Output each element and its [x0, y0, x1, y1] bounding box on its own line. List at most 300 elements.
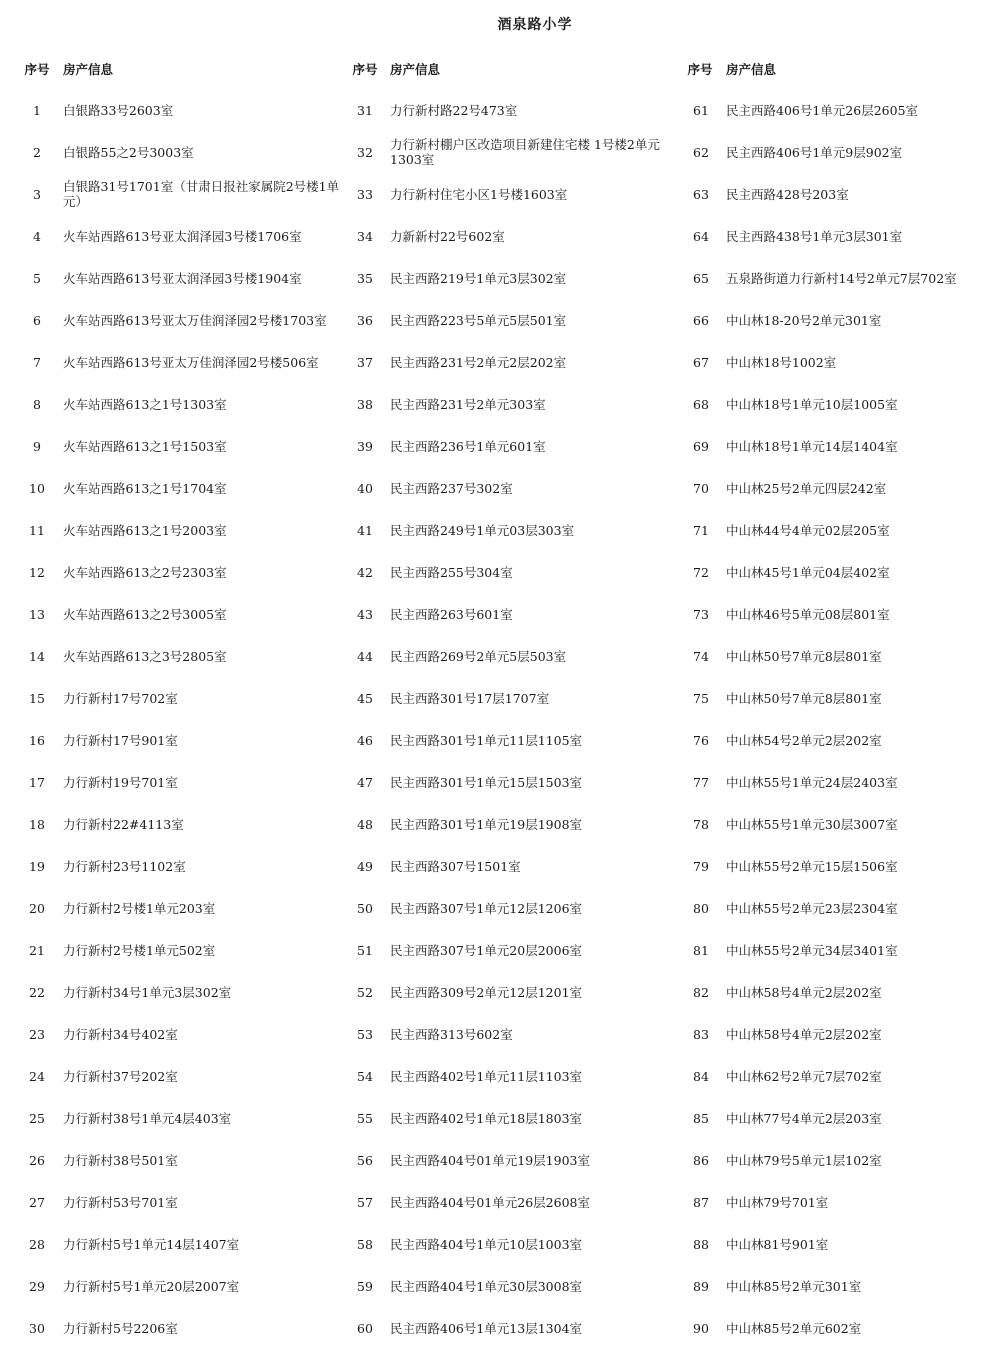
- property-info-cell: [63, 1265, 341, 1307]
- property-info-cell: [726, 215, 979, 257]
- property-info: 民主西路404号1单元10层1003室: [390, 1236, 583, 1252]
- row-number: 78: [693, 816, 709, 832]
- property-info-cell: [726, 1307, 979, 1349]
- property-info-cell: [63, 89, 341, 131]
- property-info-cell: [63, 1139, 341, 1181]
- property-info-cell: [390, 1013, 678, 1055]
- property-info-cell: [726, 719, 979, 761]
- property-info: 民主西路231号2单元2层202室: [390, 354, 567, 370]
- table-row: [0, 971, 345, 1013]
- property-info: 白银路33号2603室: [63, 102, 174, 118]
- property-info: 火车站西路613之2号3005室: [63, 606, 227, 622]
- row-number: 1: [33, 102, 41, 118]
- property-info-cell: [726, 425, 979, 467]
- property-info-cell: [390, 761, 678, 803]
- property-info: 力行新村19号701室: [63, 774, 178, 790]
- row-number: 70: [693, 480, 709, 496]
- table-row: [0, 887, 345, 929]
- property-info-cell: [63, 173, 341, 215]
- row-number: 29: [29, 1278, 45, 1294]
- property-info: 中山林85号2单元602室: [726, 1320, 862, 1336]
- property-info: 中山林55号2单元15层1506室: [726, 858, 898, 874]
- row-number: 2: [33, 144, 41, 160]
- property-info-cell: [63, 1013, 341, 1055]
- table-row: [345, 551, 680, 593]
- table-row: [345, 131, 680, 173]
- property-info-cell: [390, 971, 678, 1013]
- property-info-cell: [390, 299, 678, 341]
- property-info: 火车站西路613之3号2805室: [63, 648, 227, 664]
- table-row: [0, 425, 345, 467]
- row-number: 15: [29, 690, 45, 706]
- row-number: 14: [29, 648, 45, 664]
- row-number: 17: [29, 774, 45, 790]
- property-info: 民主西路402号1单元18层1803室: [390, 1110, 583, 1126]
- table-row: [345, 257, 680, 299]
- property-info: 民主西路301号1单元15层1503室: [390, 774, 583, 790]
- property-info-cell: [390, 551, 678, 593]
- table-row: [680, 719, 981, 761]
- property-info-cell: [726, 677, 979, 719]
- table-row: [0, 1181, 345, 1223]
- property-info: 力行新村路22号473室: [390, 102, 518, 118]
- property-info-cell: [63, 887, 341, 929]
- table-row: [680, 131, 981, 173]
- table-row: [345, 677, 680, 719]
- property-info-cell: [390, 1181, 678, 1223]
- property-info-cell: [63, 215, 341, 257]
- property-info-cell: [390, 215, 678, 257]
- header-num: 序号: [24, 62, 50, 77]
- row-number: 52: [357, 984, 373, 1000]
- property-info: 民主西路307号1单元12层1206室: [390, 900, 583, 916]
- table-row: [680, 551, 981, 593]
- table-row: [680, 593, 981, 635]
- table-row: [0, 1013, 345, 1055]
- table-row: [0, 509, 345, 551]
- table-row: [345, 509, 680, 551]
- row-number: 82: [693, 984, 709, 1000]
- row-number: 25: [29, 1110, 45, 1126]
- property-info: 中山林44号4单元02层205室: [726, 522, 890, 538]
- page-title: 酒泉路小学: [497, 17, 573, 33]
- property-info: 民主西路404号01单元26层2608室: [390, 1194, 590, 1210]
- property-info: 力行新村5号2206室: [63, 1320, 178, 1336]
- property-info-cell: [726, 1223, 979, 1265]
- property-info: 火车站西路613之1号1503室: [63, 438, 227, 454]
- table-row: [0, 89, 345, 131]
- row-number: 6: [33, 312, 41, 328]
- table-row: [680, 635, 981, 677]
- table-row: [0, 173, 345, 215]
- row-number: 56: [357, 1152, 373, 1168]
- row-number: 41: [357, 522, 373, 538]
- property-info: 中山林18号1单元14层1404室: [726, 438, 898, 454]
- table-row: [0, 593, 345, 635]
- property-info: 中山林50号7单元8层801室: [726, 690, 882, 706]
- row-number: 35: [357, 270, 373, 286]
- row-number: 9: [33, 438, 41, 454]
- table-row: [680, 509, 981, 551]
- property-info-cell: [63, 299, 341, 341]
- row-number: 11: [29, 522, 45, 538]
- table-row: [345, 1181, 680, 1223]
- property-info: 中山林81号901室: [726, 1236, 829, 1252]
- property-info: 民主西路236号1单元601室: [390, 438, 546, 454]
- property-info: 力行新村34号402室: [63, 1026, 178, 1042]
- table-row: [0, 1139, 345, 1181]
- property-info-cell: [726, 467, 979, 509]
- table-row: [680, 845, 981, 887]
- property-info-cell: [63, 719, 341, 761]
- property-info-cell: [390, 1307, 678, 1349]
- row-number: 38: [357, 396, 373, 412]
- row-number: 76: [693, 732, 709, 748]
- property-info: 民主西路307号1501室: [390, 858, 521, 874]
- row-number: 8: [33, 396, 41, 412]
- row-number: 31: [357, 102, 373, 118]
- table-row: [0, 383, 345, 425]
- table-row: [345, 425, 680, 467]
- table-row: [680, 383, 981, 425]
- table-row: [680, 887, 981, 929]
- row-number: 32: [357, 144, 373, 160]
- row-number: 81: [693, 942, 709, 958]
- property-info: 中山林55号2单元34层3401室: [726, 942, 898, 958]
- row-number: 5: [33, 270, 41, 286]
- property-info-cell: [726, 1097, 979, 1139]
- property-info-cell: [390, 467, 678, 509]
- table-row: [680, 929, 981, 971]
- property-info-cell: [63, 1307, 341, 1349]
- table-row: [345, 299, 680, 341]
- row-number: 46: [357, 732, 373, 748]
- row-number: 34: [357, 228, 373, 244]
- property-info-cell: [63, 341, 341, 383]
- property-info: 中山林25号2单元四层242室: [726, 480, 887, 496]
- table-row: [345, 1013, 680, 1055]
- property-info-cell: [63, 1223, 341, 1265]
- property-info: 民主西路219号1单元3层302室: [390, 270, 567, 286]
- property-info-cell: [63, 551, 341, 593]
- property-info: 民主西路237号302室: [390, 480, 513, 496]
- row-number: 80: [693, 900, 709, 916]
- property-info-cell: [726, 761, 979, 803]
- table-row: [345, 635, 680, 677]
- property-info-cell: [726, 173, 979, 215]
- row-number: 61: [693, 102, 709, 118]
- table-row: [345, 845, 680, 887]
- row-number: 28: [29, 1236, 45, 1252]
- table-row: [345, 89, 680, 131]
- row-number: 37: [357, 354, 373, 370]
- row-number: 63: [693, 186, 709, 202]
- table-row: [0, 467, 345, 509]
- row-number: 83: [693, 1026, 709, 1042]
- header-info: 房产信息: [63, 62, 114, 77]
- table-row: [345, 1307, 680, 1349]
- table-row: [0, 719, 345, 761]
- property-info-cell: [390, 719, 678, 761]
- table-row: [0, 341, 345, 383]
- property-info: 力行新村5号1单元20层2007室: [63, 1278, 240, 1294]
- table-row: [680, 1013, 981, 1055]
- property-info-cell: [390, 341, 678, 383]
- property-info: 力行新村34号1单元3层302室: [63, 984, 232, 1000]
- row-number: 77: [693, 774, 709, 790]
- property-info: 民主西路406号1单元26层2605室: [726, 102, 919, 118]
- table-row: [345, 1265, 680, 1307]
- row-number: 19: [29, 858, 45, 874]
- row-number: 43: [357, 606, 373, 622]
- table-row: [345, 887, 680, 929]
- property-info: 力行新村38号501室: [63, 1152, 178, 1168]
- row-number: 13: [29, 606, 45, 622]
- table-row: [0, 1055, 345, 1097]
- table-row: [0, 1097, 345, 1139]
- property-info: 力行新村17号702室: [63, 690, 178, 706]
- property-info-cell: [63, 509, 341, 551]
- property-info: 力行新村住宅小区1号楼1603室: [390, 186, 568, 202]
- row-number: 33: [357, 186, 373, 202]
- table-row: [680, 341, 981, 383]
- property-info-cell: [726, 1265, 979, 1307]
- table-row: [680, 425, 981, 467]
- property-info: 中山林46号5单元08层801室: [726, 606, 890, 622]
- property-info: 民主西路404号01单元19层1903室: [390, 1152, 590, 1168]
- row-number: 69: [693, 438, 709, 454]
- property-info-cell: [726, 89, 979, 131]
- table-row: [345, 1139, 680, 1181]
- property-info: 民主西路301号1单元19层1908室: [390, 816, 583, 832]
- property-info: 中山林58号4单元2层202室: [726, 984, 882, 1000]
- property-info-cell: [390, 1223, 678, 1265]
- table-row: [345, 971, 680, 1013]
- header-info: 房产信息: [390, 62, 441, 77]
- property-info: 中山林77号4单元2层203室: [726, 1110, 882, 1126]
- property-info: 中山林18号1002室: [726, 354, 837, 370]
- property-info: 中山林50号7单元8层801室: [726, 648, 882, 664]
- row-number: 48: [357, 816, 373, 832]
- property-info-cell: [63, 467, 341, 509]
- row-number: 57: [357, 1194, 373, 1210]
- property-info: 力新新村22号602室: [390, 228, 505, 244]
- property-info: 中山林79号701室: [726, 1194, 829, 1210]
- row-number: 85: [693, 1110, 709, 1126]
- property-info: 力行新村37号202室: [63, 1068, 178, 1084]
- property-info-cell: [63, 1055, 341, 1097]
- property-info: 民主西路406号1单元13层1304室: [390, 1320, 583, 1336]
- table-row: [680, 257, 981, 299]
- property-info: 力行新村5号1单元14层1407室: [63, 1236, 240, 1252]
- table-row: [345, 341, 680, 383]
- table-row: [345, 719, 680, 761]
- property-info-cell: [726, 803, 979, 845]
- property-info-cell: [63, 383, 341, 425]
- row-number: 26: [29, 1152, 45, 1168]
- property-info-cell: [726, 1139, 979, 1181]
- property-info: 火车站西路613号亚太润泽园3号楼1706室: [63, 228, 302, 244]
- property-info: 民主西路231号2单元303室: [390, 396, 546, 412]
- property-info-cell: [63, 635, 341, 677]
- row-number: 84: [693, 1068, 709, 1084]
- property-info: 中山林55号1单元30层3007室: [726, 816, 898, 832]
- property-info-cell: [63, 257, 341, 299]
- row-number: 18: [29, 816, 45, 832]
- table-row: [345, 761, 680, 803]
- row-number: 88: [693, 1236, 709, 1252]
- table-row: [0, 299, 345, 341]
- property-info: 力行新村22#4113室: [63, 816, 184, 832]
- property-info: 中山林55号2单元23层2304室: [726, 900, 898, 916]
- property-info: 力行新村2号楼1单元502室: [63, 942, 216, 958]
- property-info-cell: [390, 1097, 678, 1139]
- property-info-cell: [390, 257, 678, 299]
- property-info-cell: [63, 761, 341, 803]
- table-row: [345, 215, 680, 257]
- property-info-cell: [726, 341, 979, 383]
- table-row: [680, 299, 981, 341]
- row-number: 45: [357, 690, 373, 706]
- row-number: 30: [29, 1320, 45, 1336]
- row-number: 47: [357, 774, 373, 790]
- property-info: 中山林18号1单元10层1005室: [726, 396, 898, 412]
- table-row: [0, 761, 345, 803]
- row-number: 68: [693, 396, 709, 412]
- table-row: [680, 971, 981, 1013]
- row-number: 62: [693, 144, 709, 160]
- property-info-cell: [390, 89, 678, 131]
- row-number: 51: [357, 942, 373, 958]
- header-num: 序号: [352, 62, 378, 77]
- table-row: [345, 803, 680, 845]
- property-info: 白银路55之2号3003室: [63, 144, 194, 160]
- property-info: 民主西路269号2单元5层503室: [390, 648, 567, 664]
- property-info-cell: [726, 131, 979, 173]
- property-info-cell: [390, 509, 678, 551]
- table-row: [680, 803, 981, 845]
- row-number: 79: [693, 858, 709, 874]
- row-number: 66: [693, 312, 709, 328]
- property-info: 民主西路313号602室: [390, 1026, 513, 1042]
- table-row: [345, 467, 680, 509]
- property-info-cell: [63, 593, 341, 635]
- property-info-cell: [390, 677, 678, 719]
- table-row: [345, 929, 680, 971]
- table-row: [680, 1097, 981, 1139]
- property-info: 力行新村23号1102室: [63, 858, 186, 874]
- property-info: 民主西路402号1单元11层1103室: [390, 1068, 583, 1084]
- property-info-cell: [390, 173, 678, 215]
- property-info-cell: [390, 845, 678, 887]
- row-number: 3: [33, 186, 41, 202]
- row-number: 23: [29, 1026, 45, 1042]
- property-info: 民主西路223号5单元5层501室: [390, 312, 567, 328]
- table-row: [0, 845, 345, 887]
- table-row: [0, 215, 345, 257]
- row-number: 21: [29, 942, 45, 958]
- property-info: 民主西路301号17层1707室: [390, 690, 550, 706]
- table-row: [0, 803, 345, 845]
- property-info-cell: [63, 677, 341, 719]
- property-info: 力行新村53号701室: [63, 1194, 178, 1210]
- row-number: 7: [33, 354, 41, 370]
- table-row: [680, 1223, 981, 1265]
- property-info-cell: [726, 635, 979, 677]
- table-row: [680, 1181, 981, 1223]
- table-row: [680, 1265, 981, 1307]
- property-info-cell: [390, 131, 678, 173]
- property-info-cell: [726, 845, 979, 887]
- table-row: [0, 257, 345, 299]
- table-row: [0, 1265, 345, 1307]
- property-info: 民主西路301号1单元11层1105室: [390, 732, 583, 748]
- property-info: 民主西路438号1单元3层301室: [726, 228, 903, 244]
- row-number: 39: [357, 438, 373, 454]
- row-number: 58: [357, 1236, 373, 1252]
- property-info: 中山林79号5单元1层102室: [726, 1152, 882, 1168]
- property-info: 火车站西路613号亚太润泽园3号楼1904室: [63, 270, 302, 286]
- row-number: 4: [33, 228, 41, 244]
- property-info: 火车站西路613之1号1704室: [63, 480, 227, 496]
- property-info-cell: [63, 929, 341, 971]
- table-row: [345, 173, 680, 215]
- property-info: 力行新村棚户区改造项目新建住宅楼 1号楼2单元1303室: [390, 137, 660, 167]
- property-info: 中山林45号1单元04层402室: [726, 564, 890, 580]
- property-info: 中山林54号2单元2层202室: [726, 732, 882, 748]
- row-number: 24: [29, 1068, 45, 1084]
- property-info: 民主西路309号2单元12层1201室: [390, 984, 583, 1000]
- table-row: [345, 1223, 680, 1265]
- property-info-cell: [63, 845, 341, 887]
- property-info: 力行新村2号楼1单元203室: [63, 900, 216, 916]
- property-info-cell: [63, 803, 341, 845]
- table-row: [0, 1223, 345, 1265]
- property-info-cell: [726, 887, 979, 929]
- property-info-cell: [726, 551, 979, 593]
- header-info: 房产信息: [726, 62, 777, 77]
- row-number: 40: [357, 480, 373, 496]
- table-row: [345, 1097, 680, 1139]
- row-number: 73: [693, 606, 709, 622]
- row-number: 54: [357, 1068, 373, 1084]
- row-number: 16: [29, 732, 45, 748]
- row-number: 55: [357, 1110, 373, 1126]
- row-number: 20: [29, 900, 45, 916]
- property-info-cell: [726, 257, 979, 299]
- row-number: 22: [29, 984, 45, 1000]
- table-row: [680, 1139, 981, 1181]
- property-info: 民主西路404号1单元30层3008室: [390, 1278, 583, 1294]
- table-row: [0, 677, 345, 719]
- table-row: [345, 383, 680, 425]
- row-number: 53: [357, 1026, 373, 1042]
- row-number: 10: [29, 480, 45, 496]
- row-number: 12: [29, 564, 45, 580]
- property-info-cell: [726, 1013, 979, 1055]
- property-info-cell: [390, 383, 678, 425]
- property-info-cell: [390, 887, 678, 929]
- table-row: [680, 677, 981, 719]
- table-body: [345, 89, 680, 1349]
- property-info-cell: [63, 131, 341, 173]
- row-number: 59: [357, 1278, 373, 1294]
- table-body: [680, 89, 981, 1349]
- property-info-cell: [390, 425, 678, 467]
- table-row: [680, 215, 981, 257]
- property-info-cell: [726, 929, 979, 971]
- table-row: [0, 551, 345, 593]
